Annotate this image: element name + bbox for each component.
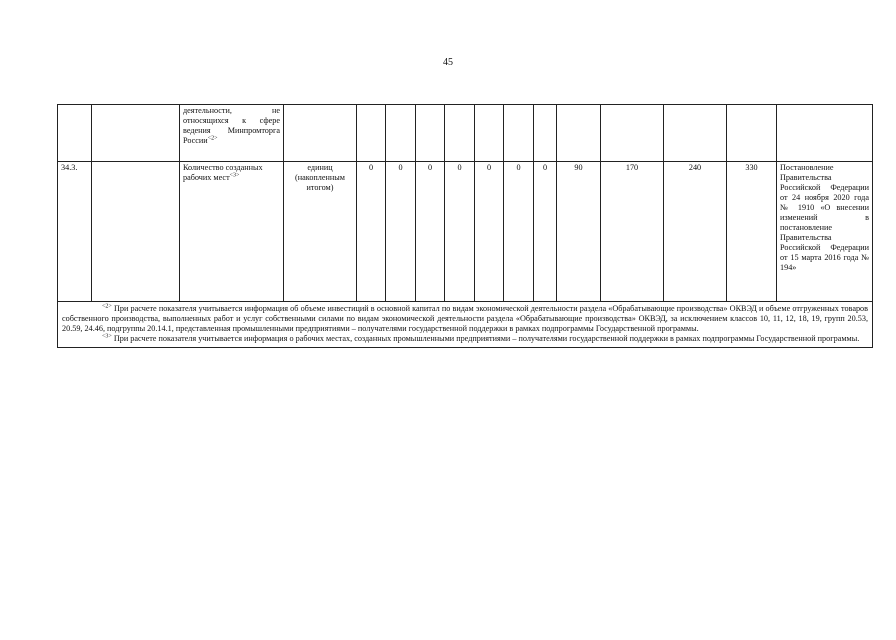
row-number-cell: 34.3. [58,162,92,302]
value-cell [664,105,727,162]
source-cell [777,105,873,162]
footnote [62,304,868,334]
value-cell [601,105,664,162]
footnote-ref: <3> [229,172,240,179]
value-cell [504,105,534,162]
value-cell [557,105,601,162]
unit-cell: единиц (накопленным итогом) [284,162,357,302]
value-cell: 0 [534,162,557,302]
value-cell [534,105,557,162]
value-cell: 330 [727,162,777,302]
footnote-marker: <3> [102,333,112,340]
value-cell [727,105,777,162]
footnote [62,334,868,344]
footnote-ref: <2> [207,135,218,142]
value-cell: 0 [416,162,445,302]
source-cell: Постановление Правительства Российской Федерации от 24 ноября 2020 года № 1910 «О внесении изменений в постановление Правительства Российской Федерации от 15 марта 2016 года № 194» [777,162,873,302]
indicator-name: деятельности, не относящихся к сфере ведения Минпромторга России [183,106,280,145]
indicator-name-cell [180,162,284,302]
value-cell [357,105,386,162]
value-cell [416,105,445,162]
subprogram-cell [92,162,180,302]
table-row [58,105,873,162]
notes-row [58,302,873,348]
value-cell [475,105,504,162]
indicator-name-cell [180,105,284,162]
value-cell: 0 [386,162,416,302]
value-cell: 90 [557,162,601,302]
value-cell [445,105,475,162]
unit-cell [284,105,357,162]
footnote-text: При расчете показателя учитывается информация об объеме инвестиций в основной капитал по видам экономической деятельности раздела «Обрабатывающие производства» ОКВЭД и объеме отгруженных товаров собственного производства, выполненных работ и услуг собственными силами по видам экономической деятельности раздела «Обрабатывающие производства» ОКВЭД, за исключением классов 10, 11, 12, 18, 19, групп 20.53, 20.59, 24.46, подгруппы 20.14.1, представленная промышленными предприятиями – получателями государственной поддержки в рамках подпрограммы Государственной программы. [62,304,869,333]
indicator-name: Количество созданных рабочих мест [183,163,263,182]
row-number-cell [58,105,92,162]
value-cell: 0 [445,162,475,302]
footnote-text: При расчете показателя учитывается информация о рабочих местах, созданных промышленными предприятиями – получателями государственной поддержки в рамках подпрограммы Государственной программы. [113,334,860,343]
indicator-table [57,104,873,348]
value-cell: 0 [357,162,386,302]
value-cell [386,105,416,162]
footnote-marker: <2> [102,303,112,310]
value-cell: 240 [664,162,727,302]
value-cell: 0 [504,162,534,302]
value-cell: 0 [475,162,504,302]
subprogram-cell [92,105,180,162]
page-number: 45 [443,57,453,68]
value-cell: 170 [601,162,664,302]
table-row [58,162,873,302]
footnotes-cell [58,302,873,348]
